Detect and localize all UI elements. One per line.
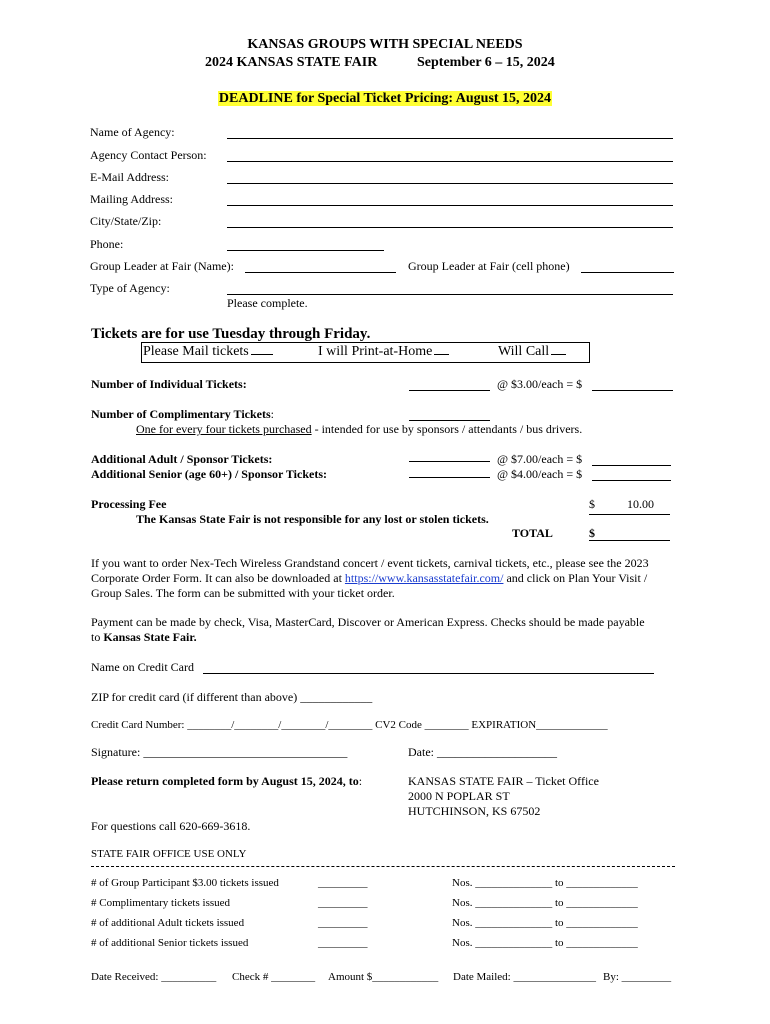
- return-label: Please return completed form by August 15, 2024, to: [91, 774, 359, 788]
- individual-total[interactable]: [592, 390, 673, 391]
- processing-fee-line: [589, 514, 670, 515]
- option-mail-blank[interactable]: [251, 354, 273, 355]
- office-row-count[interactable]: _________: [318, 917, 368, 929]
- return-address-line-1: KANSAS STATE FAIR – Ticket Office: [408, 774, 599, 788]
- contact-person-field[interactable]: [227, 161, 673, 162]
- payment-line-2a: to: [91, 630, 104, 644]
- office-use-heading: STATE FAIR OFFICE USE ONLY: [91, 848, 247, 860]
- agency-name-label: Name of Agency:: [90, 125, 175, 139]
- email-field[interactable]: [227, 183, 673, 184]
- office-row-label: # Complimentary tickets issued: [91, 897, 231, 909]
- office-row-nos[interactable]: Nos. ______________ to _____________: [452, 937, 638, 949]
- city-state-zip-label: City/State/Zip:: [90, 214, 162, 228]
- option-mail[interactable]: [143, 344, 273, 360]
- processing-fee-label: Processing Fee: [91, 497, 167, 511]
- grandstand-line-2b: and click on Plan Your Visit /: [503, 571, 648, 585]
- office-row-count[interactable]: _________: [318, 877, 368, 889]
- signature-date-field[interactable]: Date: ____________________: [408, 745, 557, 759]
- grandstand-line-2a: Corporate Order Form. It can also be downloaded at: [91, 571, 345, 585]
- comp-note: [136, 422, 582, 437]
- payment-line-1: Payment can be made by check, Visa, MasterCard, Discover or American Express. Checks should be made payable: [91, 615, 645, 629]
- comp-tickets-text: Number of Complimentary Tickets: [91, 407, 271, 421]
- office-row-nos[interactable]: Nos. ______________ to _____________: [452, 897, 638, 909]
- payable-to: Kansas State Fair.: [103, 630, 197, 644]
- mailed-by[interactable]: By: _________: [603, 971, 672, 983]
- payment-line-2: [91, 630, 197, 645]
- senior-tickets-qty[interactable]: [409, 477, 490, 478]
- agency-type-label: Type of Agency:: [90, 281, 170, 295]
- deadline-banner: [0, 91, 770, 107]
- processing-fee-amount: 10.00: [627, 497, 654, 511]
- check-number[interactable]: Check # ________: [232, 971, 316, 983]
- email-label: E-Mail Address:: [90, 170, 169, 184]
- leader-phone-label: Group Leader at Fair (cell phone): [408, 259, 570, 273]
- office-row-nos[interactable]: Nos. ______________ to _____________: [452, 877, 638, 889]
- office-row-label: # of Group Participant $3.00 tickets issued: [91, 877, 279, 889]
- office-row-label: # of additional Adult tickets issued: [91, 917, 245, 929]
- date-mailed[interactable]: Date Mailed: _______________: [453, 971, 596, 983]
- option-print[interactable]: [318, 344, 449, 360]
- card-zip[interactable]: ZIP for credit card (if different than above) ____________: [91, 690, 373, 704]
- individual-price: @ $3.00/each = $: [497, 377, 583, 391]
- please-complete-note: Please complete.: [227, 296, 308, 310]
- comp-tickets-qty[interactable]: [409, 420, 490, 421]
- card-name-label: Name on Credit Card: [91, 660, 194, 674]
- leader-name-field[interactable]: [245, 272, 396, 273]
- phone-field[interactable]: [227, 250, 384, 251]
- option-will-call-label: Will Call: [498, 344, 550, 359]
- individual-tickets-qty[interactable]: [409, 390, 490, 391]
- agency-type-field[interactable]: [227, 294, 673, 295]
- phone-label: Phone:: [90, 237, 124, 251]
- return-address-line-3: HUTCHINSON, KS 67502: [408, 804, 541, 818]
- processing-currency: $: [589, 497, 595, 511]
- senior-price: @ $4.00/each = $: [497, 467, 583, 481]
- adult-tickets-label: Additional Adult / Sponsor Tickets:: [91, 452, 273, 466]
- comp-tickets-label: [91, 407, 274, 422]
- office-row-nos[interactable]: Nos. ______________ to _____________: [452, 917, 638, 929]
- leader-phone-field[interactable]: [581, 272, 674, 273]
- contact-person-label: Agency Contact Person:: [90, 148, 207, 162]
- city-state-zip-field[interactable]: [227, 227, 673, 228]
- grandstand-line-3: Group Sales. The form can be submitted with your ticket order.: [91, 586, 395, 600]
- tickets-heading: Tickets are for use Tuesday through Friday.: [91, 326, 371, 342]
- form-title: KANSAS GROUPS WITH SPECIAL NEEDS: [247, 37, 523, 52]
- comp-note-ratio: One for every four tickets purchased: [136, 422, 312, 436]
- mailing-address-label: Mailing Address:: [90, 192, 173, 206]
- office-use-divider: [91, 866, 675, 867]
- disclaimer: The Kansas State Fair is not responsible for any lost or stolen tickets.: [136, 512, 489, 526]
- total-label: TOTAL: [512, 526, 553, 540]
- comp-tickets-colon: :: [270, 407, 275, 421]
- leader-name-label: Group Leader at Fair (Name):: [90, 259, 234, 273]
- card-name-field[interactable]: [203, 673, 654, 674]
- return-instructions: [91, 774, 362, 789]
- office-row-label: # of additional Senior tickets issued: [91, 937, 249, 949]
- return-address-line-2: 2000 N POPLAR ST: [408, 789, 510, 803]
- senior-total[interactable]: [592, 480, 671, 481]
- office-row-count[interactable]: _________: [318, 937, 368, 949]
- grandstand-line-2: [91, 571, 647, 586]
- mailing-address-field[interactable]: [227, 205, 673, 206]
- signature-field[interactable]: Signature: __________________________________: [91, 745, 348, 759]
- adult-tickets-qty[interactable]: [409, 461, 490, 462]
- senior-tickets-label: Additional Senior (age 60+) / Sponsor Tickets:: [91, 467, 327, 481]
- total-field[interactable]: [589, 540, 670, 541]
- amount[interactable]: Amount $____________: [328, 971, 439, 983]
- card-number[interactable]: Credit Card Number: ________/________/________/________ CV2 Code ________ EXPIRATION_____________: [91, 719, 608, 731]
- fair-name: 2024 KANSAS STATE FAIR: [205, 55, 378, 70]
- fair-website-link[interactable]: https://www.kansasstatefair.com/: [344, 571, 504, 585]
- total-currency: $: [589, 526, 595, 540]
- office-row-count[interactable]: _________: [318, 897, 368, 909]
- adult-total[interactable]: [592, 465, 671, 466]
- return-colon: :: [358, 774, 363, 788]
- option-will-call-blank[interactable]: [551, 354, 566, 355]
- adult-price: @ $7.00/each = $: [497, 452, 583, 466]
- option-mail-label: Please Mail tickets: [143, 344, 249, 359]
- individual-tickets-label: Number of Individual Tickets:: [91, 377, 247, 391]
- agency-name-field[interactable]: [227, 138, 673, 139]
- date-received[interactable]: Date Received: __________: [91, 971, 217, 983]
- comp-note-rest: - intended for use by sponsors / attendants / bus drivers.: [311, 422, 583, 436]
- option-will-call[interactable]: [498, 344, 566, 360]
- grandstand-line-1: If you want to order Nex-Tech Wireless Grandstand concert / event tickets, carnival tickets, etc., please see the 2023: [91, 556, 649, 570]
- fair-dates: September 6 – 15, 2024: [417, 55, 555, 70]
- option-print-label: I will Print-at-Home: [318, 344, 433, 359]
- deadline-text: DEADLINE for Special Ticket Pricing: August 15, 2024: [218, 91, 552, 106]
- option-print-blank[interactable]: [434, 354, 449, 355]
- questions-phone: For questions call 620-669-3618.: [91, 819, 251, 833]
